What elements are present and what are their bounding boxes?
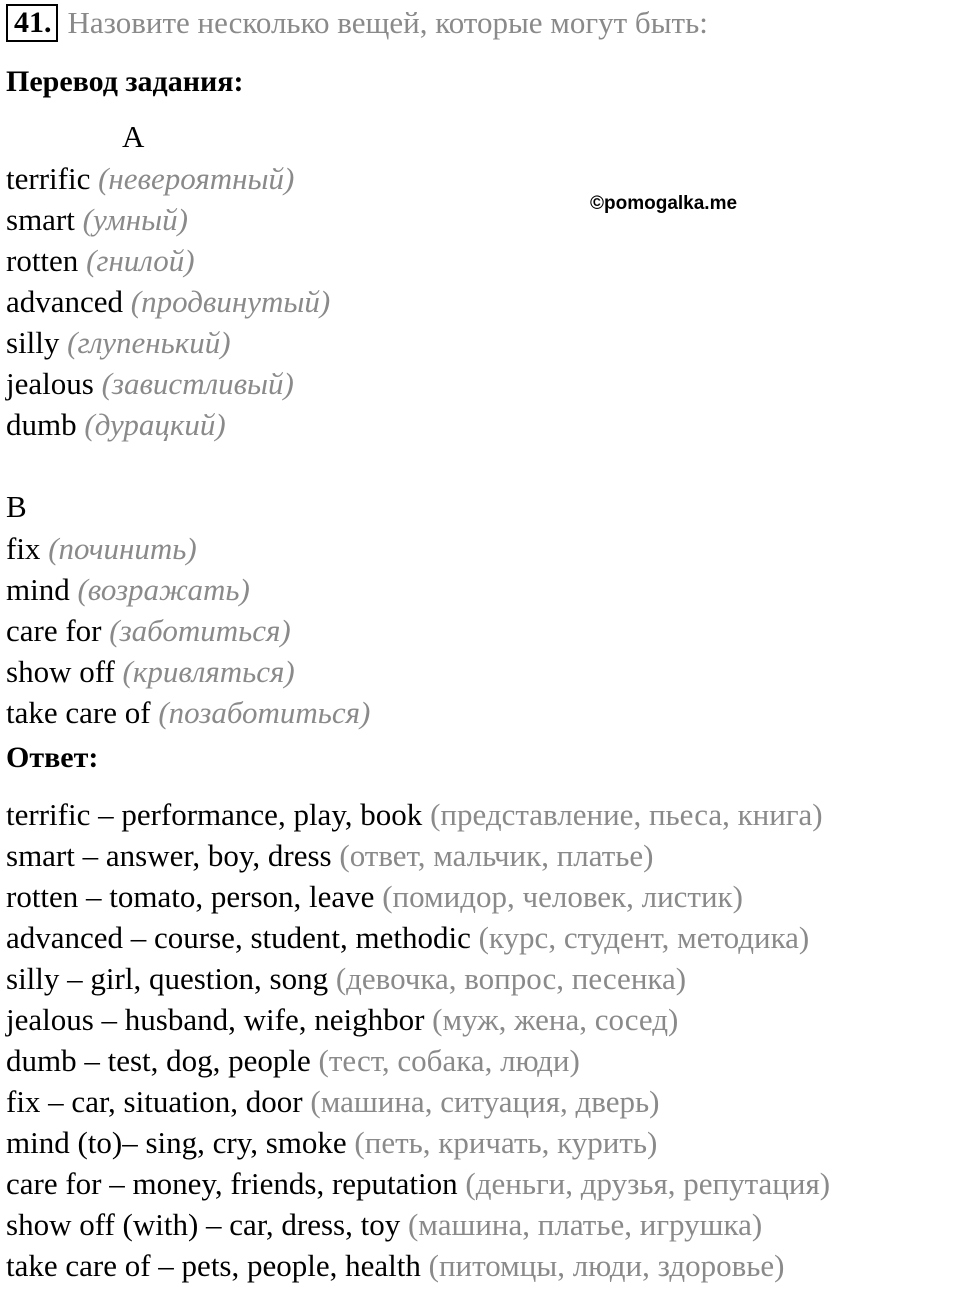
answer-row-5 [6,958,686,999]
vocab-translation: (возражать) [77,572,250,607]
answer-russian: (деньги, друзья, репутация) [465,1166,831,1201]
answer-row-8 [6,1081,659,1122]
answer-row-4 [6,917,809,958]
vocab-word: terrific [6,161,91,196]
vocab-word: advanced [6,284,124,319]
vocab-translation: (гнилой) [86,243,195,278]
answer-russian: (муж, жена, сосед) [432,1002,679,1037]
answer-russian: (представление, пьеса, книга) [430,797,823,832]
vocab-word: take care of [6,695,151,730]
section-a-label: A [122,119,145,154]
vocab-word: rotten [6,243,79,278]
vocab-word: care for [6,613,102,648]
answer-row-9 [6,1122,657,1163]
vocab-translation: (умный) [82,202,188,237]
answer-russian: (девочка, вопрос, песенка) [335,961,687,996]
vocab-row-b-5 [6,692,370,733]
answer-russian: (машина, ситуация, дверь) [310,1084,660,1119]
vocab-translation: (продвинутый) [130,284,331,319]
answer-row-1 [6,794,823,835]
vocab-word: fix [6,531,41,566]
vocab-word: smart [6,202,75,237]
answer-heading: Ответ: [6,741,99,774]
answer-english: mind (to)– sing, cry, smoke [6,1125,347,1160]
vocab-word: mind [6,572,70,607]
vocab-row-b-4 [6,651,295,692]
vocab-translation: (завистливый) [101,366,294,401]
vocab-translation: (позаботиться) [158,695,371,730]
answer-russian: (ответ, мальчик, платье) [339,838,654,873]
vocab-word: dumb [6,407,77,442]
vocab-translation: (заботиться) [109,613,291,648]
vocab-translation: (глупенький) [67,325,231,360]
vocab-row-a-7 [6,404,226,445]
task-number-box: 41. [6,4,58,42]
vocab-row-b-2 [6,569,250,610]
answer-english: take care of – pets, people, health [6,1248,421,1283]
answer-row-7 [6,1040,580,1081]
vocab-translation: (кривляться) [122,654,295,689]
vocab-row-b-1 [6,528,197,569]
watermark: ©pomogalka.me [590,193,738,214]
vocab-translation: (дурацкий) [84,407,226,442]
vocab-row-a-1 [6,158,294,199]
answer-russian: (машина, платье, игрушка) [407,1207,763,1242]
answer-english: smart – answer, boy, dress [6,838,332,873]
answer-english: silly – girl, question, song [6,961,329,996]
answer-russian: (курс, студент, методика) [478,920,810,955]
answer-english: jealous – husband, wife, neighbor [6,1002,425,1037]
vocab-translation: (невероятный) [98,161,295,196]
answer-russian: (петь, кричать, курить) [354,1125,658,1160]
answer-english: advanced – course, student, methodic [6,920,471,955]
answer-english: rotten – tomato, person, leave [6,879,375,914]
translation-heading: Перевод задания: [6,65,244,98]
answer-row-2 [6,835,653,876]
vocab-word: jealous [6,366,94,401]
vocab-word: silly [6,325,60,360]
vocab-row-a-3 [6,240,195,281]
task-text: Назовите несколько вещей, которые могут быть: [67,5,708,40]
answer-english: terrific – performance, play, book [6,797,423,832]
vocab-row-a-6 [6,363,294,404]
section-b-label: B [6,489,27,524]
answer-english: dumb – test, dog, people [6,1043,311,1078]
answer-russian: (помидор, человек, листик) [382,879,743,914]
vocab-word: show off [6,654,115,689]
vocab-row-b-3 [6,610,291,651]
answer-english: care for – money, friends, reputation [6,1166,458,1201]
task-header [6,2,708,44]
answer-row-3 [6,876,743,917]
answer-english: show off (with) – car, dress, toy [6,1207,401,1242]
answer-russian: (питомцы, люди, здоровье) [428,1248,785,1283]
vocab-row-a-2 [6,199,188,240]
answer-row-6 [6,999,678,1040]
answer-row-12 [6,1245,784,1286]
answer-row-10 [6,1163,830,1204]
answer-row-11 [6,1204,762,1245]
answer-russian: (тест, собака, люди) [318,1043,580,1078]
answer-english: fix – car, situation, door [6,1084,303,1119]
vocab-translation: (починить) [48,531,197,566]
vocab-row-a-4 [6,281,330,322]
vocab-row-a-5 [6,322,231,363]
